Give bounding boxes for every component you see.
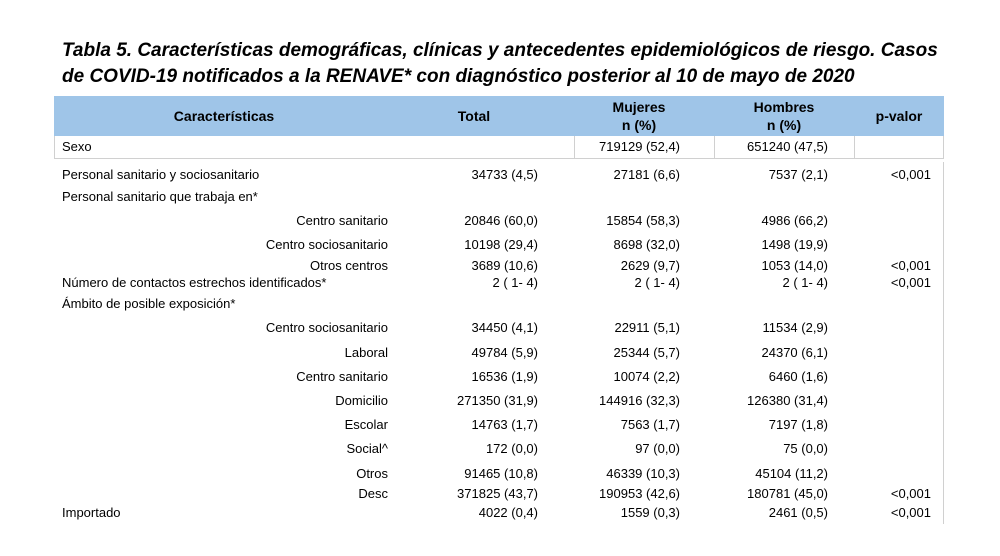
table-row <box>54 415 944 435</box>
table-row <box>54 503 944 523</box>
row-hombres: 2 ( 1- 4) <box>782 275 828 290</box>
row-hombres: 180781 (45,0) <box>747 486 828 501</box>
table-row <box>54 318 944 338</box>
row-hombres: 2461 (0,5) <box>768 505 828 520</box>
row-total: 14763 (1,7) <box>471 417 538 432</box>
row-mujeres: 27181 (6,6) <box>613 167 680 182</box>
row-mujeres: 8698 (32,0) <box>613 237 680 252</box>
row-label: Social^ <box>346 441 388 456</box>
row-total: 91465 (10,8) <box>464 466 538 481</box>
row-hombres: 1498 (19,9) <box>761 237 828 252</box>
header-mujeres <box>574 98 704 134</box>
header-mujeres-line2: n (%) <box>621 117 657 133</box>
sexo-divider <box>54 158 944 159</box>
table-row <box>54 464 944 484</box>
table-row <box>54 294 944 314</box>
row-total: 371825 (43,7) <box>457 486 538 501</box>
header-mujeres-line1: Mujeres <box>612 99 666 115</box>
row-hombres: 11534 (2,9) <box>762 320 828 335</box>
header-total: Total <box>457 108 491 124</box>
table-row <box>54 439 944 459</box>
row-label: Otros <box>356 466 388 481</box>
row-hombres: 6460 (1,6) <box>768 369 828 384</box>
row-hombres: 126380 (31,4) <box>747 393 828 408</box>
table-row <box>54 273 944 293</box>
table-title: Tabla 5. Características demográficas, clínicas y antecedentes epidemiológicos de riesgo. Casos de COVID-19 notificados a la RENAVE* con diagnóstico posterior al 10 de mayo de 2020 <box>62 40 938 87</box>
row-label: Personal sanitario y sociosanitario <box>62 167 260 182</box>
row-pvalor: <0,001 <box>890 258 931 273</box>
row-label: Personal sanitario que trabaja en* <box>62 189 258 204</box>
header-hombres-line1: Hombres <box>753 99 815 115</box>
row-pvalor: <0,001 <box>890 275 931 290</box>
table-row <box>54 187 944 207</box>
row-label: Centro sociosanitario <box>265 237 388 252</box>
row-label: Domicilio <box>335 393 388 408</box>
row-mujeres: 15854 (58,3) <box>606 213 680 228</box>
row-label: Ámbito de posible exposición* <box>62 296 236 311</box>
row-total: 16536 (1,9) <box>471 369 538 384</box>
row-mujeres: 97 (0,0) <box>635 441 680 456</box>
table-header <box>54 96 944 136</box>
table-row <box>54 391 944 411</box>
row-total: 3689 (10,6) <box>471 258 538 273</box>
row-hombres: 1053 (14,0) <box>761 258 828 273</box>
header-hombres <box>714 98 854 134</box>
row-label: Desc <box>358 486 388 501</box>
row-hombres: 651240 (47,5) <box>747 139 828 154</box>
row-mujeres: 2 ( 1- 4) <box>634 275 680 290</box>
row-total: 34450 (4,1) <box>471 320 538 335</box>
row-total: 271350 (31,9) <box>457 393 538 408</box>
row-label: Sexo <box>62 139 92 154</box>
row-hombres: 45104 (11,2) <box>755 466 828 481</box>
row-total: 4022 (0,4) <box>478 505 538 520</box>
row-hombres: 75 (0,0) <box>783 441 828 456</box>
row-label: Importado <box>62 505 121 520</box>
table-row <box>54 235 944 255</box>
row-label: Escolar <box>344 417 388 432</box>
row-label: Número de contactos estrechos identificados* <box>62 275 327 290</box>
header-pvalor: p-valor <box>875 108 923 124</box>
row-pvalor: <0,001 <box>890 486 931 501</box>
table-row <box>54 165 944 185</box>
header-caracteristicas: Características <box>173 108 275 124</box>
row-total: 172 (0,0) <box>485 441 538 456</box>
row-mujeres: 22911 (5,1) <box>614 320 680 335</box>
row-mujeres: 10074 (2,2) <box>613 369 680 384</box>
row-total: 34733 (4,5) <box>471 167 538 182</box>
row-hombres: 7537 (2,1) <box>768 167 828 182</box>
table-row <box>54 343 944 363</box>
row-total: 10198 (29,4) <box>464 237 538 252</box>
row-mujeres: 1559 (0,3) <box>620 505 680 520</box>
row-label: Laboral <box>344 345 388 360</box>
row-label: Centro sanitario <box>296 213 388 228</box>
row-total: 49784 (5,9) <box>471 345 538 360</box>
row-total: 20846 (60,0) <box>464 213 538 228</box>
table-row <box>54 211 944 231</box>
row-mujeres: 190953 (42,6) <box>599 486 680 501</box>
row-hombres: 24370 (6,1) <box>761 345 828 360</box>
row-mujeres: 144916 (32,3) <box>599 393 680 408</box>
table-row <box>54 137 944 157</box>
table-row <box>54 484 944 504</box>
row-label: Centro sanitario <box>296 369 388 384</box>
row-mujeres: 2629 (9,7) <box>620 258 680 273</box>
row-label: Otros centros <box>309 258 388 273</box>
row-mujeres: 7563 (1,7) <box>620 417 680 432</box>
row-total: 2 ( 1- 4) <box>492 275 538 290</box>
row-label: Centro sociosanitario <box>265 320 388 335</box>
row-pvalor: <0,001 <box>890 505 931 520</box>
row-mujeres: 46339 (10,3) <box>606 466 680 481</box>
row-pvalor: <0,001 <box>890 167 931 182</box>
row-mujeres: 719129 (52,4) <box>599 139 680 154</box>
header-hombres-line2: n (%) <box>766 117 802 133</box>
row-hombres: 4986 (66,2) <box>761 213 828 228</box>
row-mujeres: 25344 (5,7) <box>613 345 680 360</box>
table-row <box>54 367 944 387</box>
row-hombres: 7197 (1,8) <box>768 417 828 432</box>
